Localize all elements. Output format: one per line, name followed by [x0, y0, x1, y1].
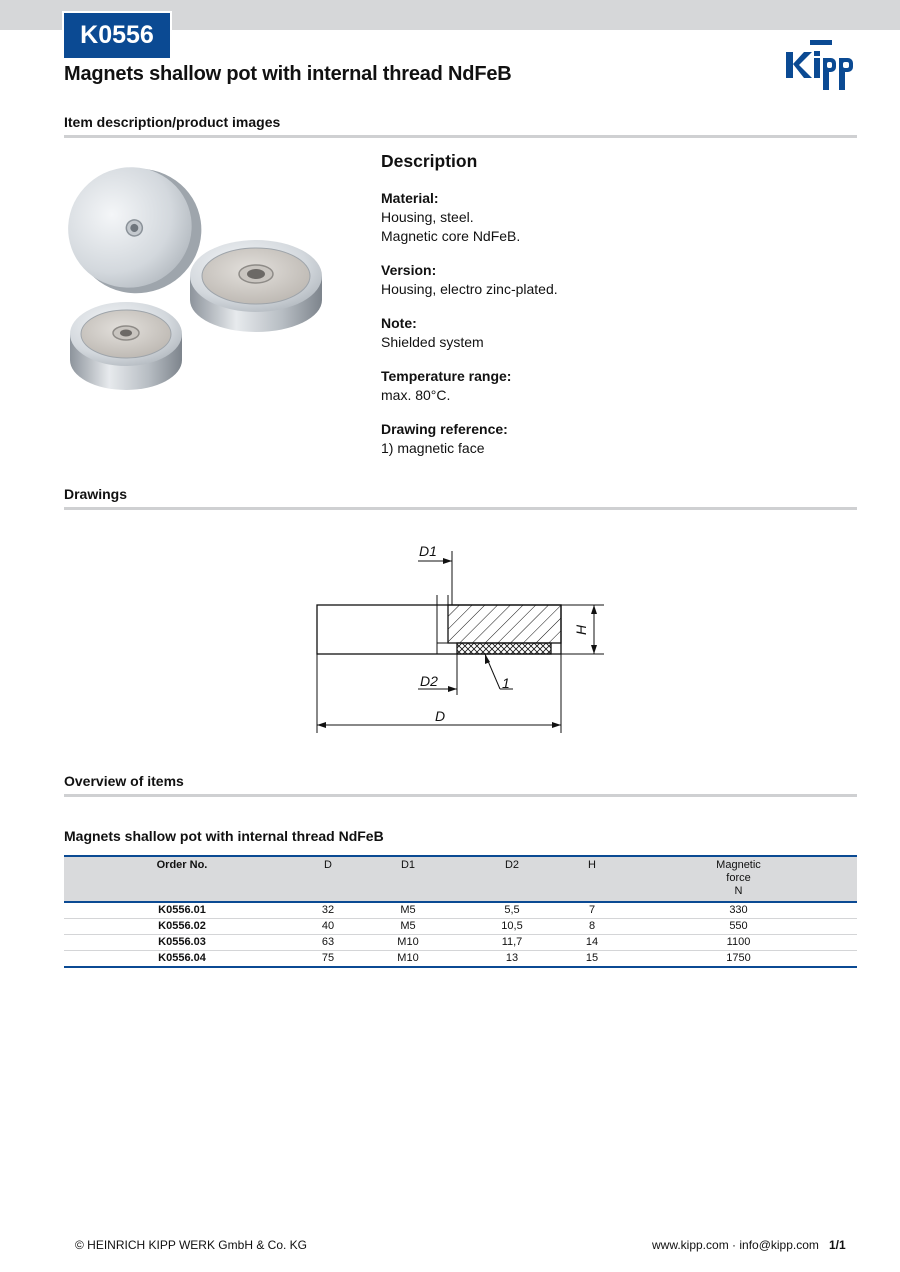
table-row	[64, 935, 857, 951]
product-image	[64, 152, 324, 392]
temperature-line: max. 80°C.	[381, 387, 451, 403]
header-force-unit: N	[734, 885, 743, 897]
drawing-label-ref: 1	[502, 675, 510, 691]
cell-order-no: K0556.04	[158, 952, 206, 964]
note-label: Note:	[381, 315, 417, 331]
description-drawing-reference	[381, 420, 841, 458]
material-label: Material:	[381, 190, 439, 206]
cell-force: 1750	[726, 952, 751, 964]
footer-copyright: © HEINRICH KIPP WERK GmbH & Co. KG	[75, 1238, 307, 1252]
note-line: Shielded system	[381, 334, 484, 350]
table-row	[64, 902, 857, 919]
cell-d1: M10	[356, 935, 460, 951]
description-title: Description	[381, 151, 478, 171]
drawing-reference-line: 1) magnetic face	[381, 440, 485, 456]
version-line: Housing, electro zinc-plated.	[381, 281, 558, 297]
page-title: Magnets shallow pot with internal thread NdFeB	[64, 63, 512, 85]
cell-d1: M5	[356, 902, 460, 919]
divider	[64, 135, 857, 138]
drawing-label-d: D	[435, 708, 446, 724]
items-table	[64, 855, 857, 968]
drawing-label-d2: D2	[420, 673, 438, 689]
description-version	[381, 261, 841, 299]
cell-force: 1100	[620, 935, 857, 951]
table-row	[64, 951, 857, 968]
cell-h: 15	[585, 952, 599, 964]
section-drawings: Drawings	[64, 486, 128, 502]
cell-h: 7	[564, 902, 620, 919]
description-temperature	[381, 367, 841, 405]
drawing-label-d1: D1	[419, 543, 437, 559]
description-material	[381, 189, 841, 246]
description-panel	[381, 152, 841, 473]
header-force-line: force	[726, 872, 751, 884]
header-order-no: Order No.	[64, 856, 300, 902]
divider	[64, 794, 857, 797]
version-label: Version:	[381, 262, 437, 278]
cell-order-no: K0556.02	[64, 919, 300, 935]
technical-drawing	[300, 535, 620, 745]
section-overview: Overview of items	[64, 773, 184, 789]
section-item-description: Item description/product images	[64, 114, 281, 130]
cell-order-no: K0556.01	[64, 902, 300, 919]
cell-force: 330	[620, 902, 857, 919]
cell-d: 63	[300, 935, 356, 951]
description-note	[381, 314, 841, 352]
drawing-label-h: H	[573, 624, 589, 635]
cell-d2: 11,7	[460, 935, 564, 951]
cell-force: 550	[620, 919, 857, 935]
cell-d1: M10	[397, 952, 419, 964]
table-row	[64, 919, 857, 935]
cell-order-no: K0556.03	[64, 935, 300, 951]
divider	[64, 507, 857, 510]
footer-page-number: 1/1	[829, 1238, 846, 1252]
table-title: Magnets shallow pot with internal thread NdFeB	[64, 828, 384, 844]
header-d: D	[300, 856, 356, 902]
cell-d2: 10,5	[460, 919, 564, 935]
cell-d: 40	[300, 919, 356, 935]
cell-h: 8	[564, 919, 620, 935]
header-h: H	[564, 856, 620, 902]
cell-d: 32	[300, 902, 356, 919]
drawing-reference-label: Drawing reference:	[381, 421, 508, 437]
kipp-logo	[784, 38, 858, 92]
material-line: Magnetic core NdFeB.	[381, 228, 521, 244]
header-d2: D2	[460, 856, 564, 902]
cell-d: 75	[321, 952, 335, 964]
table-header-row	[64, 856, 857, 902]
header-magnetic-force	[620, 856, 857, 902]
material-line: Housing, steel.	[381, 209, 474, 225]
header-d1: D1	[356, 856, 460, 902]
product-code-badge: K0556	[64, 13, 170, 58]
cell-d2: 5,5	[460, 902, 564, 919]
header-force-line: Magnetic	[716, 859, 761, 871]
cell-d2: 13	[505, 952, 519, 964]
cell-d1: M5	[356, 919, 460, 935]
footer-web-links[interactable]: www.kipp.com · info@kipp.com	[652, 1238, 819, 1252]
cell-h: 14	[564, 935, 620, 951]
temperature-label: Temperature range:	[381, 368, 512, 384]
